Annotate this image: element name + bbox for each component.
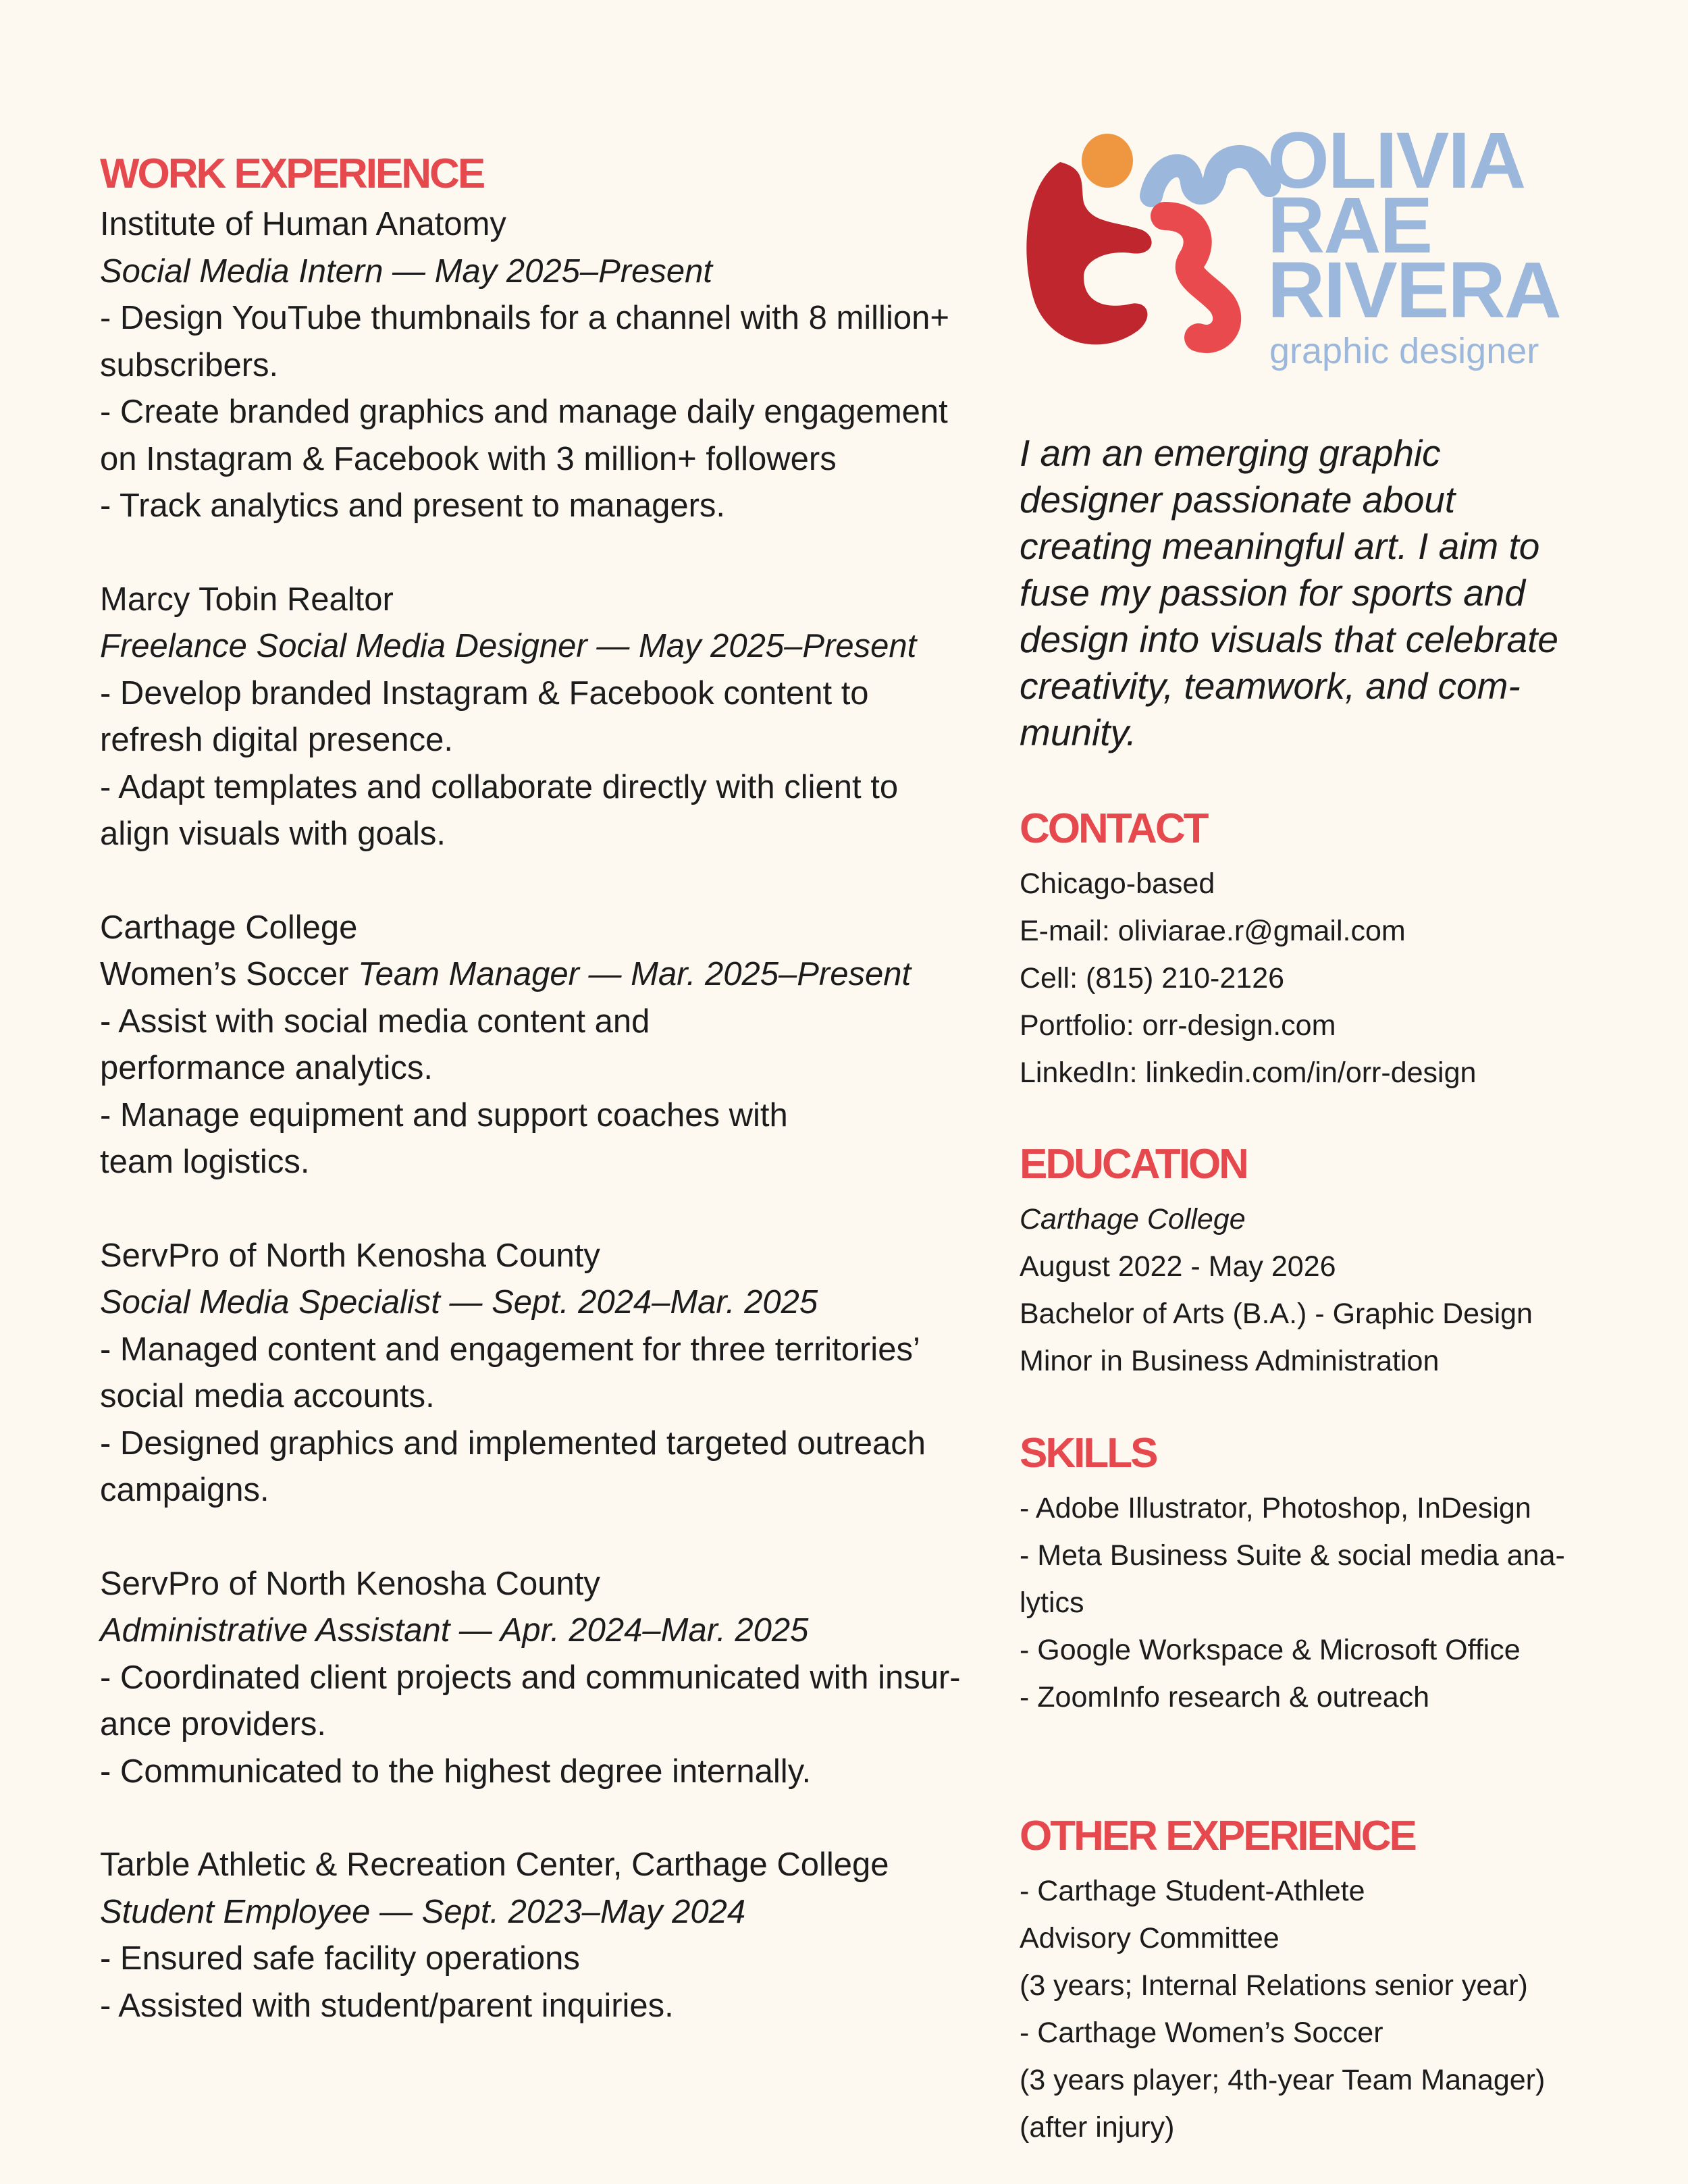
contact-heading: CONTACT xyxy=(1020,805,1207,852)
job-org: ServPro of North Kenosha County xyxy=(100,1237,600,1274)
job-bullet: team logistics. xyxy=(100,1144,310,1180)
other-experience-line: - Carthage Women’s Soccer xyxy=(1020,2017,1383,2049)
job-bullet: - Track analytics and present to managers. xyxy=(100,487,725,524)
other-experience-line: (3 years player; 4th-year Team Manager) xyxy=(1020,2064,1546,2096)
logo-mark-icon xyxy=(1020,122,1290,378)
job-bullet: - Adapt templates and collaborate directly with client to xyxy=(100,768,899,805)
job-entry xyxy=(100,1842,991,2029)
job-org: Tarble Athletic & Recreation Center, Carthage College xyxy=(100,1846,889,1883)
job-bullet: subscribers. xyxy=(100,346,279,383)
skill-item: - Google Workspace & Microsoft Office xyxy=(1020,1634,1521,1666)
tagline-line: designer passionate about xyxy=(1020,479,1456,521)
contact-section xyxy=(1020,803,1614,1096)
logo xyxy=(1020,108,1614,378)
education-school: Carthage College xyxy=(1020,1203,1246,1235)
education-section xyxy=(1020,1139,1614,1385)
job-bullet: - Coordinated client projects and communicated with insur- xyxy=(100,1659,961,1696)
job-title: Freelance Social Media Designer — May 2025–Present xyxy=(100,628,917,664)
other-experience-line: (after injury) xyxy=(1020,2111,1175,2143)
job-bullet: - Managed content and engagement for three territories’ xyxy=(100,1331,920,1368)
job-title-prefix: Women’s Soccer xyxy=(100,956,359,992)
job-title: Social Media Intern — May 2025–Present xyxy=(100,252,712,290)
logo-name-line: RIVERA xyxy=(1267,246,1560,335)
education-line: Minor in Business Administration xyxy=(1020,1345,1440,1377)
job-bullet: - Assist with social media content and xyxy=(100,1003,650,1040)
tagline-line: munity. xyxy=(1020,712,1137,753)
job-org: Marcy Tobin Realtor xyxy=(100,581,394,618)
job-title: Student Employee — Sept. 2023–May 2024 xyxy=(100,1893,746,1930)
job-bullet: align visuals with goals. xyxy=(100,816,446,852)
tagline-line: fuse my passion for sports and xyxy=(1020,572,1525,614)
contact-linkedin: LinkedIn: linkedin.com/in/orr-design xyxy=(1020,1057,1477,1089)
right-column xyxy=(1020,108,1614,2143)
other-experience-line: - Carthage Student-Athlete xyxy=(1020,1875,1365,1907)
skill-item: - ZoomInfo research & outreach xyxy=(1020,1681,1430,1713)
education-line: Bachelor of Arts (B.A.) - Graphic Design xyxy=(1020,1298,1533,1330)
job-entry xyxy=(100,577,991,858)
contact-portfolio: Portfolio: orr-design.com xyxy=(1020,1009,1336,1042)
job-title: Administrative Assistant — Apr. 2024–Mar. 2025 xyxy=(100,1612,809,1649)
job-bullet: performance analytics. xyxy=(100,1050,433,1086)
job-bullet: - Assisted with student/parent inquiries. xyxy=(100,1987,674,2024)
job-bullet: - Design YouTube thumbnails for a channel with 8 million+ xyxy=(100,300,949,336)
other-experience-line: Advisory Committee xyxy=(1020,1922,1280,1954)
contact-email: E-mail: oliviarae.r@gmail.com xyxy=(1020,915,1406,947)
skill-item: - Meta Business Suite & social media ana- xyxy=(1020,1539,1565,1572)
skills-section xyxy=(1020,1428,1614,1721)
job-bullet: - Develop branded Instagram & Facebook content to xyxy=(100,674,869,712)
tagline-line: design into visuals that celebrate xyxy=(1020,618,1558,660)
job-org: Carthage College xyxy=(100,909,358,946)
other-experience-line: (3 years; Internal Relations senior year) xyxy=(1020,1969,1528,2002)
job-org: ServPro of North Kenosha County xyxy=(100,1565,600,1602)
job-entry xyxy=(100,1561,991,1796)
job-bullet: ance providers. xyxy=(100,1706,327,1742)
contact-phone: Cell: (815) 210-2126 xyxy=(1020,962,1285,994)
job-bullet: social media accounts. xyxy=(100,1378,435,1414)
tagline-line: creating meaningful art. I aim to xyxy=(1020,525,1540,567)
contact-location: Chicago-based xyxy=(1020,868,1215,900)
other-experience-heading: OTHER EXPERIENCE xyxy=(1020,1813,1415,1859)
skills-heading: SKILLS xyxy=(1020,1430,1157,1476)
work-experience-section xyxy=(100,149,991,2076)
job-title: Social Media Specialist — Sept. 2024–Mar. 2025 xyxy=(100,1284,818,1321)
logo-name xyxy=(1267,116,1560,335)
education-heading: EDUCATION xyxy=(1020,1141,1247,1188)
job-org: Institute of Human Anatomy xyxy=(100,206,506,242)
work-experience-heading: WORK EXPERIENCE xyxy=(100,151,484,197)
job-bullet: - Communicated to the highest degree internally. xyxy=(100,1753,812,1790)
other-experience-section xyxy=(1020,1811,1614,2151)
tagline xyxy=(1020,430,1614,756)
education-line: August 2022 - May 2026 xyxy=(1020,1250,1336,1283)
job-bullet: - Designed graphics and implemented targeted outreach xyxy=(100,1424,926,1462)
job-entry xyxy=(100,201,991,530)
job-bullet: - Manage equipment and support coaches with xyxy=(100,1096,788,1134)
job-entry xyxy=(100,905,991,1186)
job-bullet: - Ensured safe facility operations xyxy=(100,1940,580,1977)
tagline-line: I am an emerging graphic xyxy=(1020,432,1441,474)
job-bullet: on Instagram & Facebook with 3 million+ followers xyxy=(100,440,837,477)
job-title: Team Manager — Mar. 2025–Present xyxy=(358,956,912,992)
skill-item: lytics xyxy=(1020,1587,1084,1619)
job-entry xyxy=(100,1233,991,1514)
job-bullet: campaigns. xyxy=(100,1472,269,1508)
job-bullet: refresh digital presence. xyxy=(100,722,453,758)
job-bullet: - Create branded graphics and manage daily engagement xyxy=(100,394,948,430)
logo-name-line: OLIVIA xyxy=(1267,116,1525,205)
logo-name-line: RAE xyxy=(1267,181,1432,270)
skill-item: - Adobe Illustrator, Photoshop, InDesign xyxy=(1020,1492,1531,1524)
job-title-line xyxy=(100,951,991,998)
tagline-line: creativity, teamwork, and com- xyxy=(1020,665,1521,707)
logo-subtitle: graphic designer xyxy=(1269,331,1539,371)
